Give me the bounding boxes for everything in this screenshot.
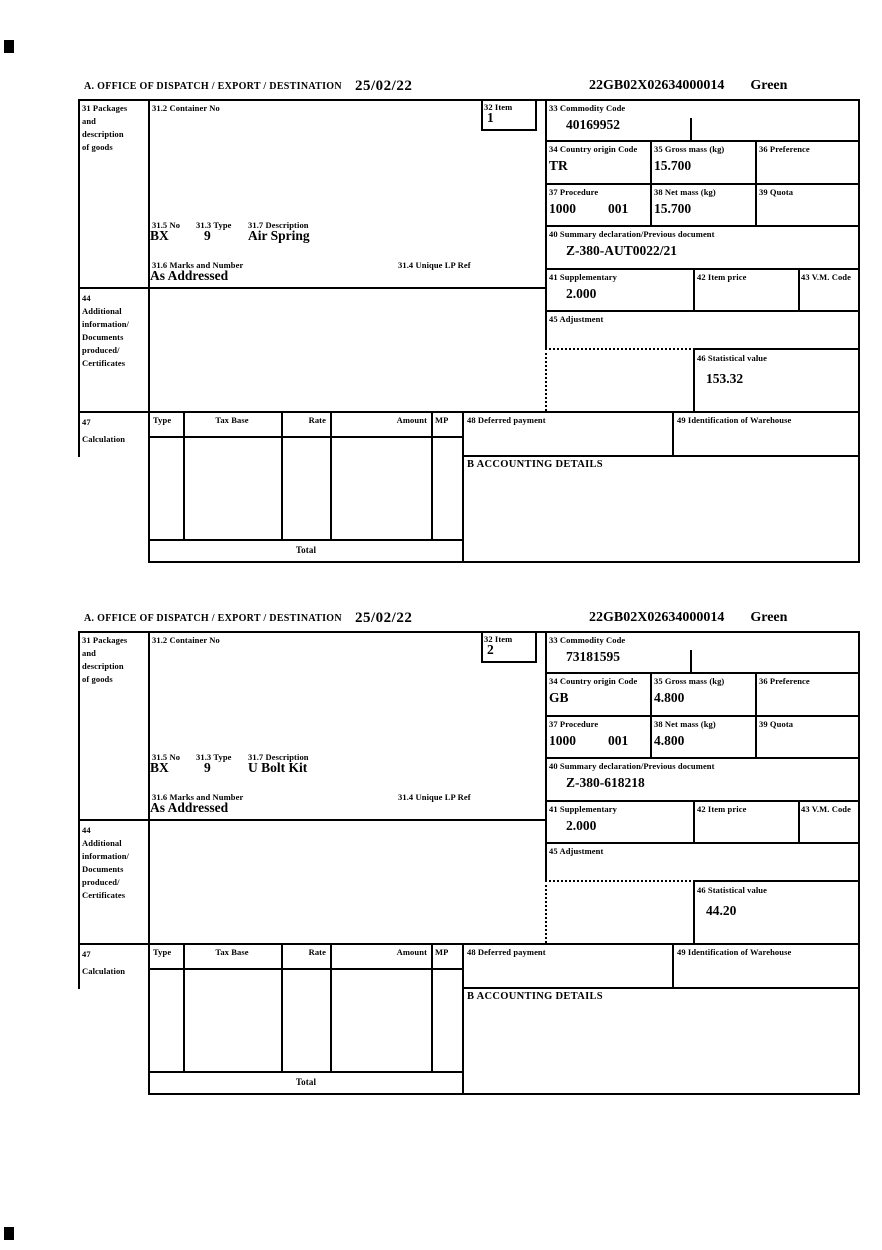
box-44-label: 44 Additional information/ Documents produced/ Certificates: [82, 293, 130, 368]
marks-and-numbers: As Addressed: [150, 268, 229, 283]
dotted-grid-line: [545, 348, 547, 411]
goods-description: Air Spring: [248, 228, 310, 243]
calc-column-type: Type: [153, 947, 172, 957]
box-31-7-label: 31.7 Description: [248, 752, 309, 762]
box-48-label: 48 Deferred payment: [467, 415, 546, 425]
calc-column-rate: Rate: [308, 947, 326, 957]
grid-line: [281, 943, 283, 1071]
box-32-label: 32 Item: [484, 102, 513, 112]
grid-line: [672, 411, 674, 455]
box-40-label: 40 Summary declaration/Previous document: [549, 229, 715, 239]
box-49-label: 49 Identification of Warehouse: [677, 415, 792, 425]
packages-type: 9: [204, 228, 211, 243]
box-45-label: 45 Adjustment: [549, 846, 604, 856]
box-41-label: 41 Supplementary: [549, 804, 617, 814]
grid-line: [798, 800, 800, 842]
calc-total-label: Total: [295, 1077, 317, 1087]
declaration-item-section-1: [0, 80, 882, 568]
grid-line: [481, 631, 483, 663]
box-31-6-label: 31.6 Marks and Number: [152, 260, 244, 270]
calc-column-tax-base: Tax Base: [215, 947, 249, 957]
item-number: 1: [487, 110, 494, 125]
grid-line: [535, 99, 537, 131]
net-mass: 15.700: [654, 201, 692, 216]
grid-line: [545, 268, 860, 270]
grid-line: [545, 631, 547, 882]
box-31-2-label: 31.2 Container No: [152, 103, 220, 113]
mrn-line: [589, 610, 787, 626]
grid-line: [148, 99, 150, 563]
grid-line: [183, 943, 185, 1071]
grid-line: [148, 539, 464, 541]
dotted-grid-line: [545, 348, 695, 350]
calc-total-label: Total: [295, 545, 317, 555]
box-42-label: 42 Item price: [697, 804, 747, 814]
box-46-label: 46 Statistical value: [697, 353, 767, 363]
box-35-label: 35 Gross mass (kg): [654, 144, 725, 154]
procedure-code: 1000: [549, 201, 576, 216]
box-48-label: 48 Deferred payment: [467, 947, 546, 957]
gross-mass: 15.700: [654, 158, 692, 173]
box-31-5-label: 31.5 No: [152, 752, 181, 762]
grid-line: [545, 225, 860, 227]
calc-column-tax-base: Tax Base: [215, 415, 249, 425]
grid-line: [858, 99, 860, 563]
box-39-label: 39 Quota: [759, 719, 794, 729]
box-36-label: 36 Preference: [759, 144, 810, 154]
grid-line: [690, 650, 692, 672]
dotted-grid-line: [545, 880, 695, 882]
calc-column-amount: Amount: [396, 947, 427, 957]
declaration-date: 25/02/22: [355, 78, 413, 94]
grid-line: [535, 631, 537, 663]
statistical-value: 44.20: [706, 903, 737, 918]
procedure-code: 1000: [549, 733, 576, 748]
grid-line: [330, 943, 332, 1071]
grid-line: [183, 411, 185, 539]
box-47-label: 47 Calculation: [82, 417, 126, 444]
grid-line: [148, 1071, 464, 1073]
box-31-label: 31 Packages and description of goods: [82, 103, 128, 152]
box-31-label: 31 Packages and description of goods: [82, 635, 128, 684]
registration-mark: [4, 40, 14, 53]
office-of-dispatch-heading: A. OFFICE OF DISPATCH / EXPORT / DESTINATION: [84, 81, 342, 92]
grid-line: [330, 411, 332, 539]
grid-line: [690, 118, 692, 140]
calc-column-rate: Rate: [308, 415, 326, 425]
box-38-label: 38 Net mass (kg): [654, 719, 716, 729]
box-34-label: 34 Country origin Code: [549, 144, 638, 154]
accounting-details-heading: B ACCOUNTING DETAILS: [467, 991, 603, 1002]
box-47-label: 47 Calculation: [82, 949, 126, 976]
grid-line: [78, 943, 860, 945]
box-31-4-label: 31.4 Unique LP Ref: [398, 260, 471, 270]
calc-column-type: Type: [153, 415, 172, 425]
procedure-code-2: 001: [608, 733, 629, 748]
previous-document: Z-380-618218: [566, 775, 645, 790]
grid-line: [78, 411, 860, 413]
grid-line: [481, 99, 483, 131]
gross-mass: 4.800: [654, 690, 685, 705]
grid-line: [650, 672, 652, 757]
grid-line: [431, 411, 433, 539]
commodity-code: 40169952: [566, 117, 620, 132]
office-of-dispatch-heading: A. OFFICE OF DISPATCH / EXPORT / DESTINATION: [84, 613, 342, 624]
grid-line: [545, 757, 860, 759]
procedure-code-2: 001: [608, 201, 629, 216]
mrn-number: 22GB02X02634000014: [589, 78, 725, 93]
grid-line: [545, 672, 860, 674]
grid-line: [798, 268, 800, 310]
declaration-item-section-2: [0, 612, 882, 1100]
country-origin-code: TR: [549, 158, 568, 173]
grid-line: [78, 99, 860, 101]
box-31-6-label: 31.6 Marks and Number: [152, 792, 244, 802]
goods-description: U Bolt Kit: [248, 760, 308, 775]
grid-line: [148, 1093, 860, 1095]
declaration-date: 25/02/22: [355, 610, 413, 626]
grid-line: [281, 411, 283, 539]
box-36-label: 36 Preference: [759, 676, 810, 686]
calc-column-amount: Amount: [396, 415, 427, 425]
grid-line: [148, 436, 464, 438]
box-44-label: 44 Additional information/ Documents produced/ Certificates: [82, 825, 130, 900]
grid-line: [545, 183, 860, 185]
grid-line: [462, 987, 860, 989]
packages-number: BX: [150, 228, 169, 243]
grid-line: [545, 310, 860, 312]
grid-line: [431, 943, 433, 1071]
box-38-label: 38 Net mass (kg): [654, 187, 716, 197]
box-31-3-label: 31.3 Type: [196, 220, 232, 230]
registration-mark: [4, 1227, 14, 1240]
grid-line: [545, 99, 547, 350]
grid-line: [545, 800, 860, 802]
box-34-label: 34 Country origin Code: [549, 676, 638, 686]
grid-line: [462, 411, 464, 561]
box-31-4-label: 31.4 Unique LP Ref: [398, 792, 471, 802]
routing-status: Green: [750, 78, 788, 93]
box-43-label: 43 V.M. Code: [801, 272, 852, 282]
box-31-2-label: 31.2 Container No: [152, 635, 220, 645]
box-37-label: 37 Procedure: [549, 719, 599, 729]
grid-line: [693, 880, 860, 882]
country-origin-code: GB: [549, 690, 569, 705]
marks-and-numbers: As Addressed: [150, 800, 229, 815]
box-31-3-label: 31.3 Type: [196, 752, 232, 762]
grid-line: [672, 943, 674, 987]
grid-line: [650, 140, 652, 225]
grid-line: [693, 268, 695, 310]
grid-line: [462, 943, 464, 1093]
box-46-label: 46 Statistical value: [697, 885, 767, 895]
routing-status: Green: [750, 610, 788, 625]
grid-line: [545, 140, 860, 142]
box-35-label: 35 Gross mass (kg): [654, 676, 725, 686]
box-31-7-label: 31.7 Description: [248, 220, 309, 230]
dotted-grid-line: [545, 880, 547, 943]
mrn-number: 22GB02X02634000014: [589, 610, 725, 625]
grid-line: [78, 631, 860, 633]
box-40-label: 40 Summary declaration/Previous document: [549, 761, 715, 771]
grid-line: [693, 348, 695, 411]
box-37-label: 37 Procedure: [549, 187, 599, 197]
grid-line: [78, 631, 80, 989]
calc-column-mp: MP: [435, 415, 449, 425]
grid-line: [481, 661, 537, 663]
grid-line: [858, 631, 860, 1095]
box-45-label: 45 Adjustment: [549, 314, 604, 324]
item-number: 2: [487, 642, 494, 657]
box-32-label: 32 Item: [484, 634, 513, 644]
packages-type: 9: [204, 760, 211, 775]
box-33-label: 33 Commodity Code: [549, 635, 626, 645]
grid-line: [755, 672, 757, 757]
commodity-code: 73181595: [566, 649, 620, 664]
box-49-label: 49 Identification of Warehouse: [677, 947, 792, 957]
grid-line: [545, 715, 860, 717]
grid-line: [693, 348, 860, 350]
grid-line: [693, 880, 695, 943]
net-mass: 4.800: [654, 733, 685, 748]
calc-column-mp: MP: [435, 947, 449, 957]
supplementary-units: 2.000: [566, 286, 597, 301]
grid-line: [78, 99, 80, 457]
grid-line: [693, 800, 695, 842]
box-41-label: 41 Supplementary: [549, 272, 617, 282]
box-42-label: 42 Item price: [697, 272, 747, 282]
packages-number: BX: [150, 760, 169, 775]
grid-line: [545, 842, 860, 844]
previous-document: Z-380-AUT0022/21: [566, 243, 677, 258]
grid-line: [481, 129, 537, 131]
grid-line: [148, 968, 464, 970]
statistical-value: 153.32: [706, 371, 744, 386]
box-33-label: 33 Commodity Code: [549, 103, 626, 113]
accounting-details-heading: B ACCOUNTING DETAILS: [467, 459, 603, 470]
box-39-label: 39 Quota: [759, 187, 794, 197]
grid-line: [462, 455, 860, 457]
grid-line: [148, 631, 150, 1095]
mrn-line: [589, 78, 787, 94]
grid-line: [755, 140, 757, 225]
supplementary-units: 2.000: [566, 818, 597, 833]
grid-line: [148, 561, 860, 563]
box-31-5-label: 31.5 No: [152, 220, 181, 230]
box-43-label: 43 V.M. Code: [801, 804, 852, 814]
